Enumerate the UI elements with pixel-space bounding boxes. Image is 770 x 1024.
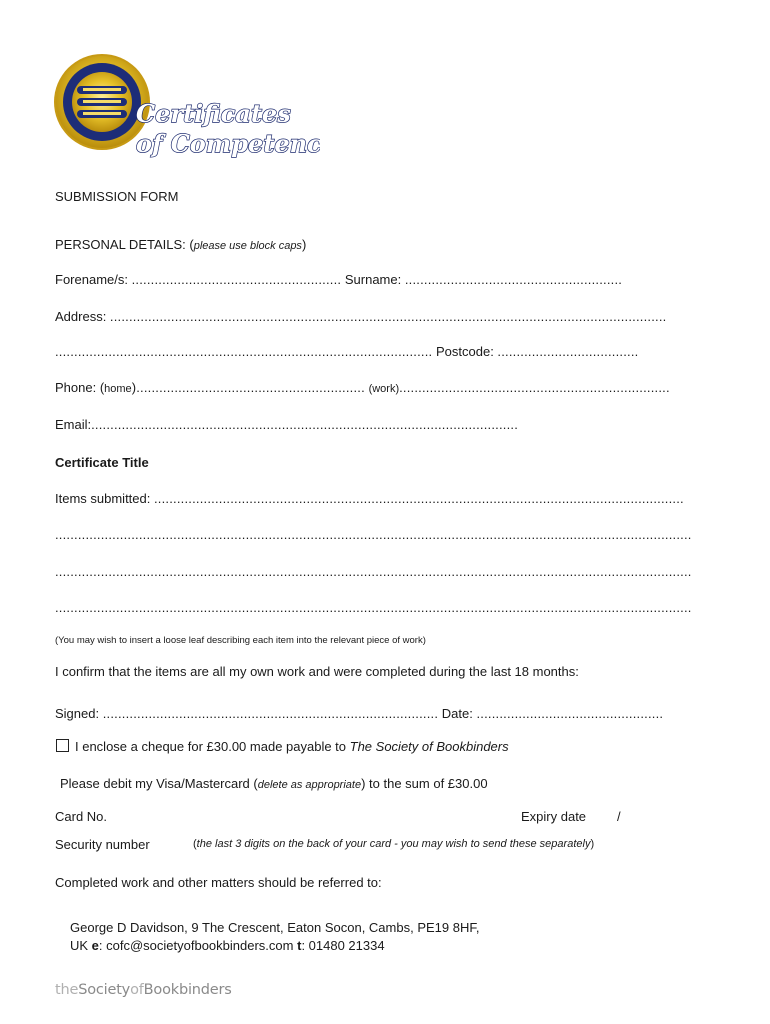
phone-home-label: home bbox=[104, 383, 132, 395]
items-line-1[interactable]: ....................................................................................................................................................................... bbox=[55, 527, 692, 542]
items-label: Items submitted: bbox=[55, 491, 154, 506]
confirm-statement: I confirm that the items are all my own work and were completed during the last 18 months: bbox=[55, 664, 579, 679]
cheque-payee: The Society of Bookbinders bbox=[349, 739, 509, 754]
debit-text-2: ) to the sum of £30.00 bbox=[361, 776, 488, 791]
footer-society: Society bbox=[78, 982, 131, 998]
cheque-text: I enclose a cheque for £30.00 made payable to bbox=[75, 739, 350, 754]
debit-text: Please debit my Visa/Mastercard ( bbox=[60, 776, 258, 791]
expiry-label: Expiry date bbox=[521, 809, 587, 824]
personal-label: PERSONAL DETAILS: ( bbox=[55, 237, 194, 252]
address-label: Address: bbox=[55, 309, 110, 324]
items-field[interactable]: ........................................................................................................................................... bbox=[153, 491, 684, 506]
footer-bookbinders: Bookbinders bbox=[143, 982, 232, 998]
address-field-2[interactable]: ................................................................................................... bbox=[55, 344, 433, 359]
forename-label: Forename/s: bbox=[55, 272, 132, 287]
loose-leaf-note: (You may wish to insert a loose leaf describing each item into the relevant piece of work) bbox=[55, 635, 426, 646]
form-title: SUBMISSION FORM bbox=[55, 189, 179, 204]
email-label: Email: bbox=[55, 417, 92, 432]
card-no-field[interactable] bbox=[120, 806, 500, 826]
debit-row bbox=[60, 776, 488, 791]
items-line-3[interactable]: ....................................................................................................................................................................... bbox=[55, 600, 692, 615]
footer-of: of bbox=[130, 982, 144, 998]
security-hint-text: the last 3 digits on the back of your card - you may wish to send these separately bbox=[196, 838, 591, 850]
footer-the: the bbox=[55, 982, 79, 998]
phone-row bbox=[55, 380, 670, 395]
phone-work-field[interactable]: ....................................................................... bbox=[399, 380, 670, 395]
contact-phone: : 01480 21334 bbox=[301, 938, 385, 953]
debit-hint: delete as appropriate bbox=[257, 779, 362, 791]
phone-work-label: (work) bbox=[368, 383, 400, 395]
telephone-symbol: t bbox=[297, 938, 302, 953]
logo-line1: Certificates bbox=[136, 99, 291, 128]
signed-field[interactable]: ........................................................................................ bbox=[102, 706, 439, 721]
address-row-2 bbox=[55, 344, 638, 359]
postcode-label: Postcode: bbox=[432, 344, 498, 359]
address-field[interactable]: .................................................................................................................................................. bbox=[109, 309, 667, 324]
card-no-label: Card No. bbox=[55, 809, 108, 824]
security-label: Security number bbox=[55, 837, 150, 852]
date-label: Date: bbox=[438, 706, 477, 721]
personal-close: ) bbox=[301, 237, 307, 252]
contact-uk: UK bbox=[70, 938, 92, 953]
email-symbol: e bbox=[91, 938, 99, 953]
contact-line-2 bbox=[70, 938, 385, 953]
surname-label: Surname: bbox=[341, 272, 405, 287]
date-field[interactable]: ................................................. bbox=[476, 706, 664, 721]
items-row bbox=[55, 491, 684, 506]
items-line-2[interactable]: ....................................................................................................................................................................... bbox=[55, 564, 692, 579]
personal-details-heading bbox=[55, 237, 306, 252]
certificates-logo bbox=[50, 50, 320, 170]
contact-address: George D Davidson, 9 The Crescent, Eaton Socon, Cambs, PE19 8HF, bbox=[70, 920, 480, 935]
forename-row bbox=[55, 272, 622, 287]
surname-field[interactable]: ......................................................... bbox=[404, 272, 623, 287]
phone-label: Phone: ( bbox=[55, 380, 105, 395]
signed-label: Signed: bbox=[55, 706, 103, 721]
postcode-field[interactable]: ..................................... bbox=[497, 344, 639, 359]
cheque-row bbox=[56, 739, 509, 754]
personal-hint: please use block caps bbox=[193, 240, 302, 252]
logo-line2: of Competence bbox=[136, 129, 320, 158]
expiry-separator: / bbox=[617, 809, 621, 824]
signed-row bbox=[55, 706, 663, 721]
email-row bbox=[55, 417, 518, 432]
address-row bbox=[55, 309, 666, 324]
society-footer-logo bbox=[55, 982, 232, 998]
email-field[interactable]: ................................................................................................................ bbox=[91, 417, 519, 432]
forename-field[interactable]: ....................................................... bbox=[131, 272, 342, 287]
refer-statement: Completed work and other matters should be referred to: bbox=[55, 875, 382, 890]
seal-icon bbox=[50, 50, 320, 170]
contact-email[interactable]: : cofc@societyofbookbinders.com bbox=[98, 938, 298, 953]
security-hint bbox=[193, 838, 594, 850]
security-hint-close: ) bbox=[590, 838, 595, 850]
cheque-checkbox[interactable] bbox=[56, 739, 69, 752]
security-hint-open: ( bbox=[193, 838, 197, 850]
certificate-title-heading: Certificate Title bbox=[55, 455, 149, 470]
phone-home-field[interactable]: )............................................................ bbox=[131, 380, 365, 395]
